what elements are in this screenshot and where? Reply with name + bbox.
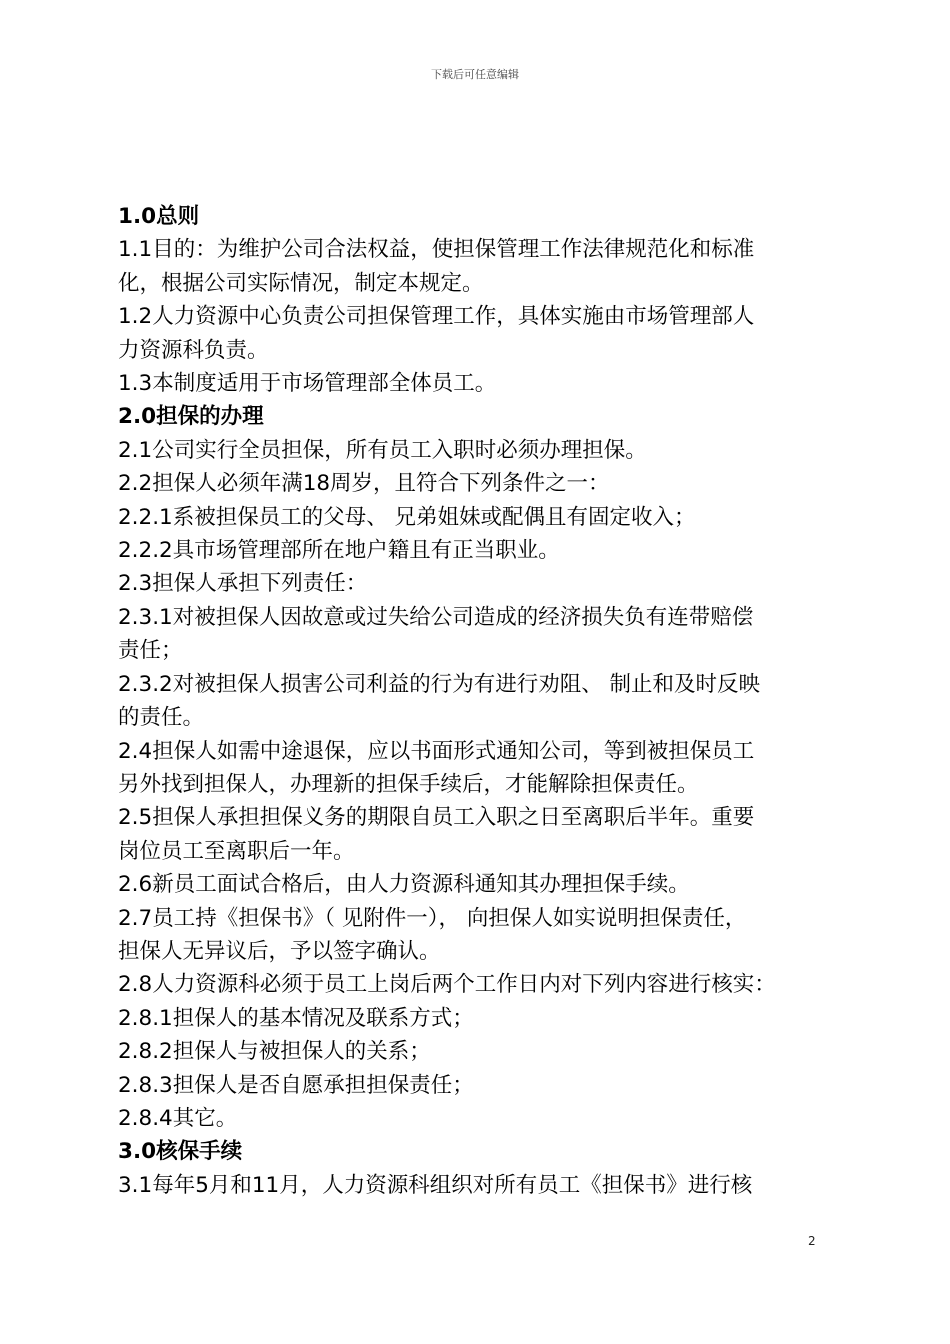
document-body	[118, 200, 830, 1202]
body-line: 2.8.2担保人与被担保人的关系；	[118, 1039, 431, 1065]
body-line: 2.6新员工面试合格后，由人力资源科通知其办理担保手续。	[118, 872, 690, 898]
section-heading: 2.0担保的办理	[118, 404, 264, 430]
body-line: 3.1每年5月和11月，人力资源科组织对所有员工《担保书》进行核	[118, 1172, 753, 1198]
body-line: 力资源科负责。	[118, 337, 269, 363]
body-line: 2.7员工持《担保书》（ 见附件一）， 向担保人如实说明担保责任，	[118, 905, 747, 931]
body-line: 1.3本制度适用于市场管理部全体员工。	[118, 371, 497, 397]
body-line: 2.2.1系被担保员工的父母、 兄弟姐妹或配偶且有固定收入；	[118, 504, 696, 530]
body-line: 1.2人力资源中心负责公司担保管理工作，具体实施由市场管理部人	[118, 304, 755, 330]
section-heading: 3.0核保手续	[118, 1139, 243, 1165]
body-line: 2.3担保人承担下列责任：	[118, 571, 368, 597]
body-line: 的责任。	[118, 705, 205, 731]
body-line: 担保人无异议后，予以签字确认。	[118, 938, 441, 964]
body-line: 2.3.1对被担保人因故意或过失给公司造成的经济损失负有连带赔偿	[118, 604, 754, 630]
section-heading: 1.0总则	[118, 204, 200, 229]
body-line: 2.2.2具市场管理部所在地户籍且有正当职业。	[118, 538, 560, 564]
body-line: 2.8.1担保人的基本情况及联系方式；	[118, 1005, 474, 1031]
body-line: 2.3.2对被担保人损害公司利益的行为有进行劝阻、 制止和及时反映	[118, 671, 761, 697]
body-line: 2.8人力资源科必须于员工上岗后两个工作日内对下列内容进行核实：	[118, 972, 776, 998]
body-line: 2.5担保人承担担保义务的期限自员工入职之日至离职后半年。重要	[118, 805, 755, 831]
body-line: 责任；	[118, 638, 183, 664]
body-line: 2.2担保人必须年满18周岁，且符合下列条件之一：	[118, 471, 610, 497]
body-line: 1.1目的：为维护公司合法权益，使担保管理工作法律规范化和标准	[118, 237, 755, 263]
body-line: 岗位员工至离职后一年。	[118, 838, 355, 864]
body-line: 2.4担保人如需中途退保，应以书面形式通知公司，等到被担保员工	[118, 738, 755, 764]
body-line: 2.8.4其它。	[118, 1105, 238, 1131]
page-number: 2	[808, 1234, 816, 1248]
body-line: 化，根据公司实际情况，制定本规定。	[118, 270, 484, 296]
body-line: 2.1公司实行全员担保，所有员工入职时必须办理担保。	[118, 437, 647, 463]
body-line: 另外找到担保人，办理新的担保手续后，才能解除担保责任。	[118, 771, 699, 797]
page-header: 下载后可任意编辑	[431, 68, 519, 81]
body-line: 2.8.3担保人是否自愿承担担保责任；	[118, 1072, 474, 1098]
